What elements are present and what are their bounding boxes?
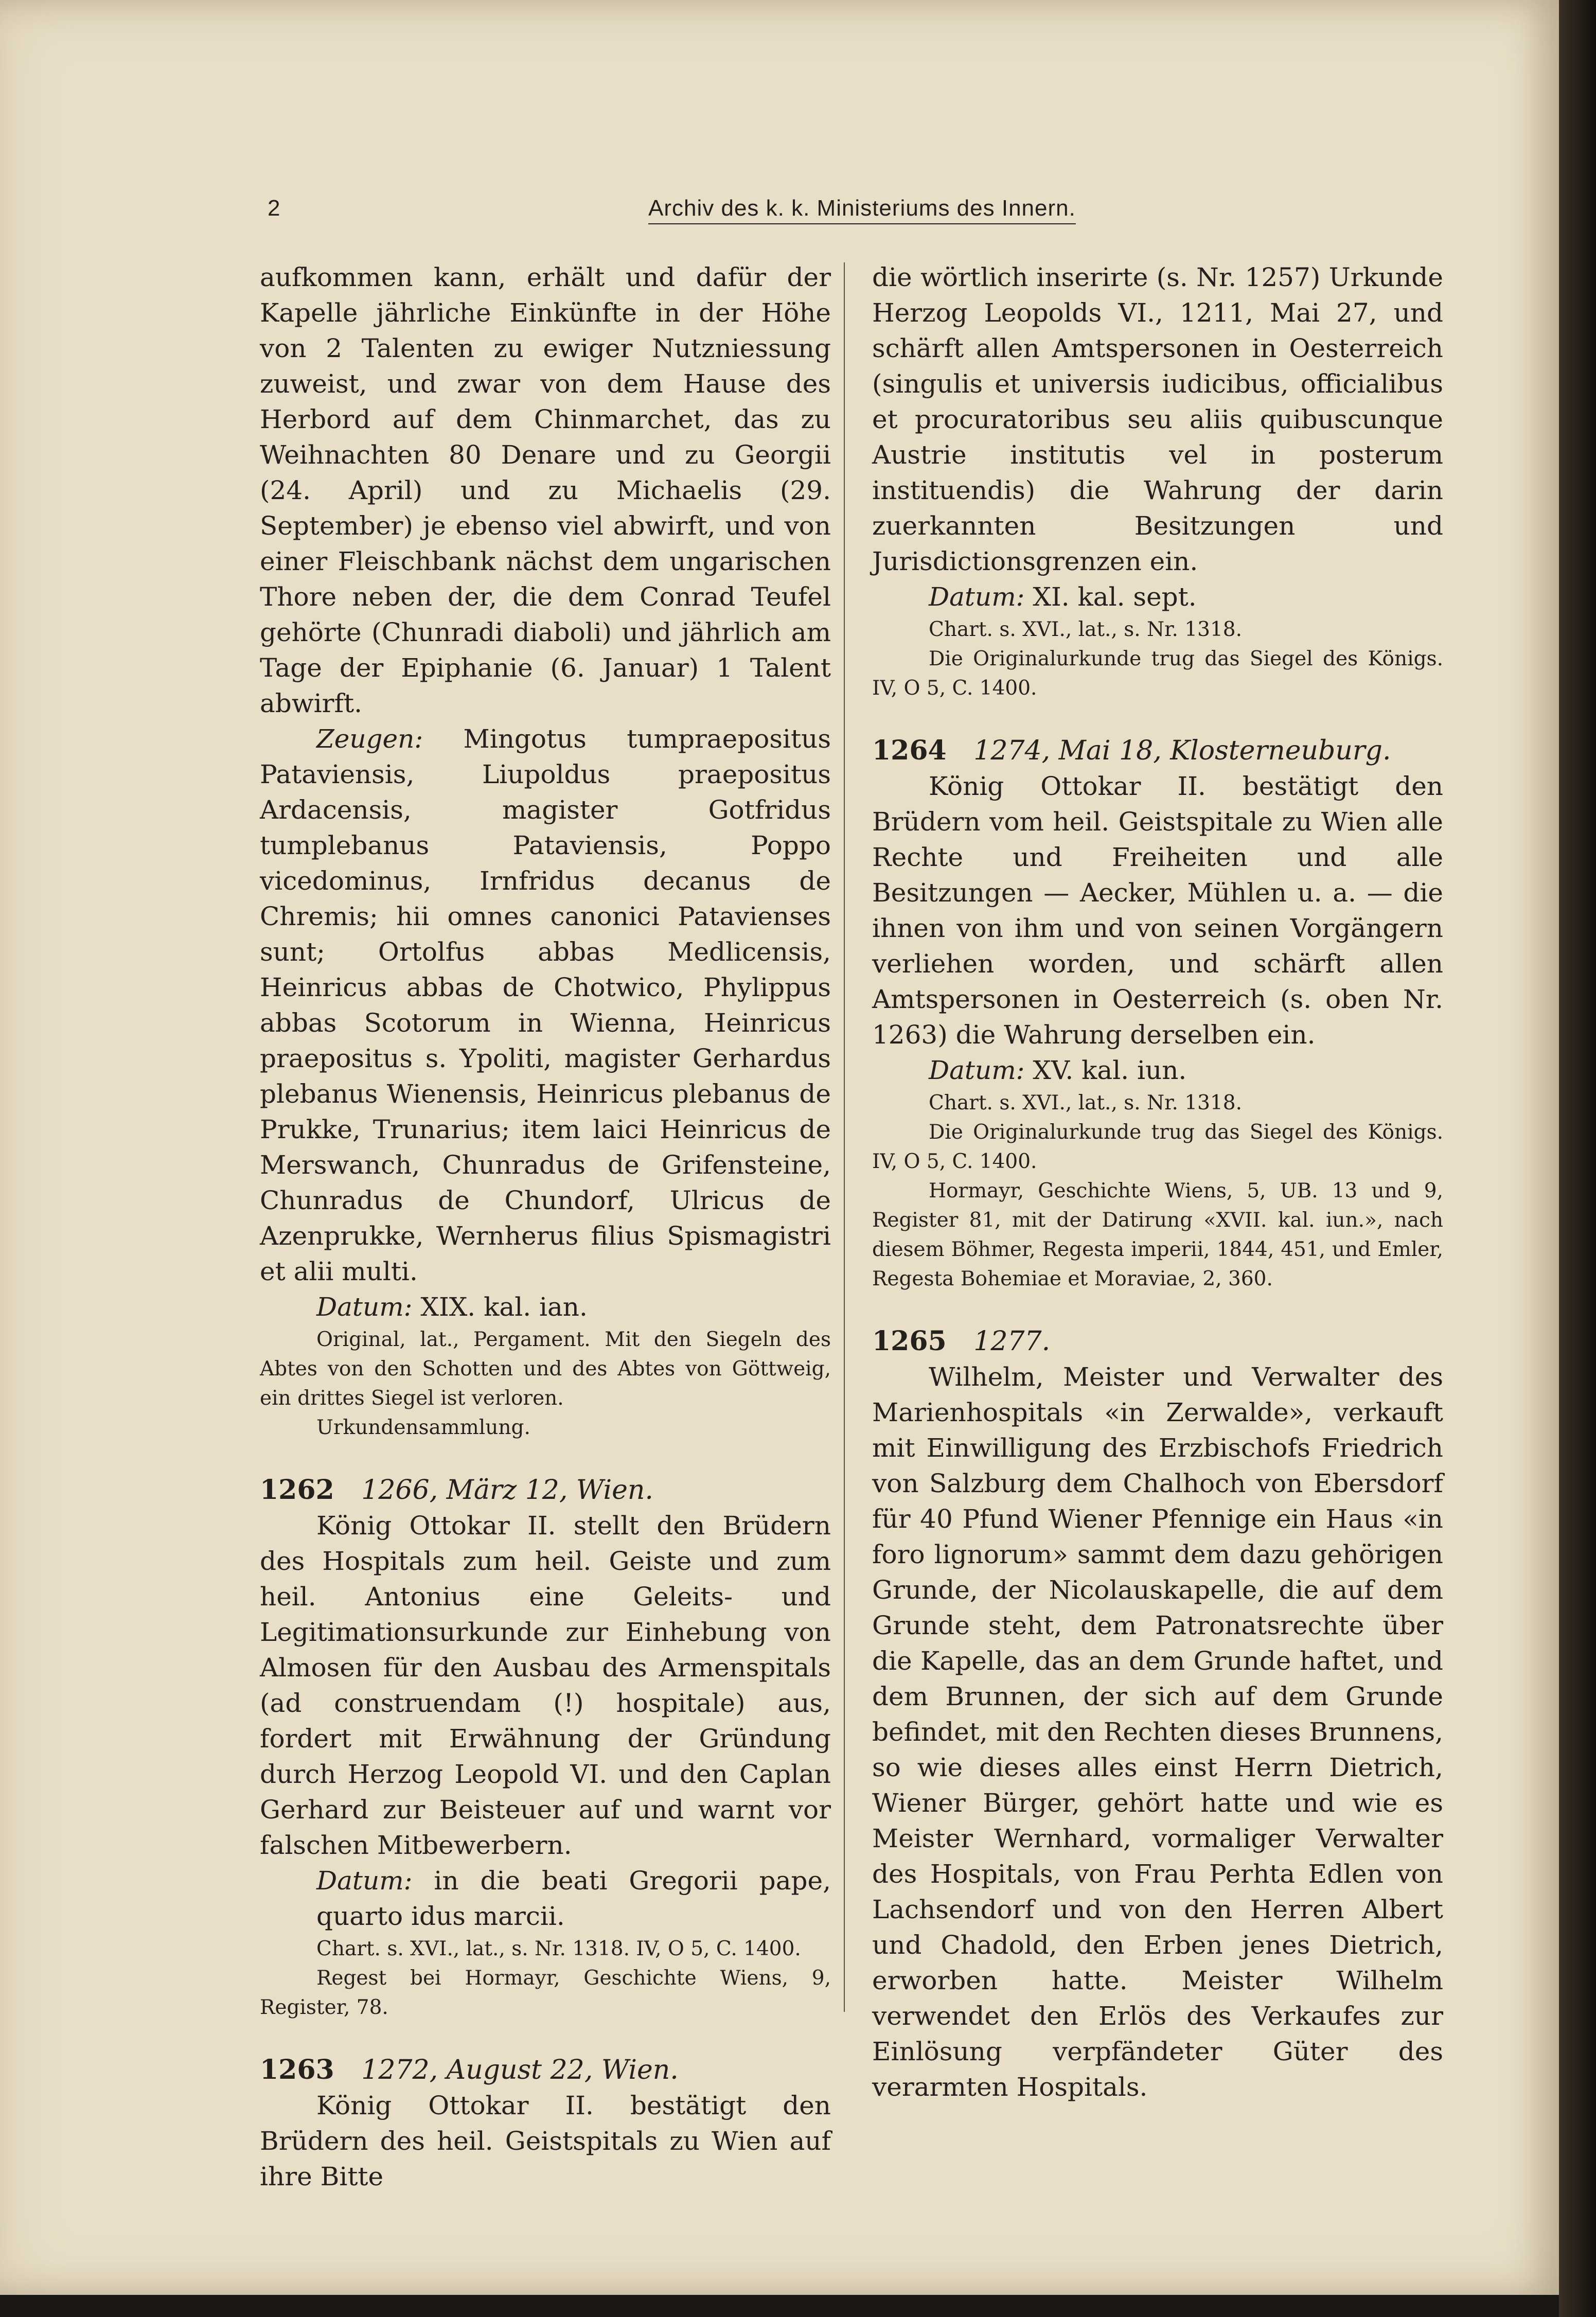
entry-number: 1263 [260, 2054, 334, 2085]
datum-text: XI. kal. sept. [1033, 582, 1197, 612]
entry-date: 1277. [973, 1326, 1051, 1357]
datum-text: XIX. kal. ian. [420, 1292, 588, 1322]
source-note: Chart. s. XVI., lat., s. Nr. 1318. [929, 1091, 1242, 1115]
entry-date: 1272, August 22, Wien. [361, 2055, 679, 2085]
datum-label: Datum: [929, 1055, 1025, 1085]
source-note: Chart. s. XVI., lat., s. Nr. 1318. [929, 618, 1242, 641]
witnesses-paragraph [260, 721, 831, 1289]
entry-1265 [872, 1323, 1443, 2105]
datum-label: Datum: [929, 582, 1025, 612]
entry-body: König Ottokar II. bestätigt den Brüdern des heil. Geistspitals zu Wien auf ihre Bitte [260, 2091, 831, 2191]
left-column [260, 260, 831, 2195]
entry-number: 1264 [872, 735, 947, 766]
datum-line [260, 1289, 831, 1325]
entry-heading [872, 1323, 1443, 1359]
entry-1262 [260, 1472, 831, 2022]
witnesses-label: Zeugen: [316, 724, 423, 754]
entry-1263 [260, 2052, 831, 2195]
entry-heading [260, 2052, 831, 2088]
source-note: Regest bei Hormayr, Geschichte Wiens, 9, Register, 78. [260, 1967, 831, 2019]
source-note: Die Originalurkunde trug das Siegel des Königs. IV, O 5, C. 1400. [872, 647, 1443, 700]
source-note: Original, lat., Pergament. Mit den Siegeln des Abtes von den Schotten und des Abtes von Göttweig, ein drittes Siegel ist verloren. [260, 1328, 831, 1410]
entry-number: 1262 [260, 1474, 334, 1506]
entry-body: König Ottokar II. bestätigt den Brüdern vom heil. Geistspitale zu Wien alle Rechte und Freiheiten und alle Besitzungen — Aecker, Mühlen u. a. — die ihnen von ihm und von seinen Vorgängern verliehen worden, und schärft allen Amtspersonen in Oesterreich (s. oben Nr. 1263) die Wahrung derselben ein. [872, 771, 1443, 1050]
source-note: Chart. s. XVI., lat., s. Nr. 1318. IV, O 5, C. 1400. [316, 1937, 801, 1960]
right-column [872, 260, 1443, 2105]
column-divider [844, 262, 845, 2012]
entry-date: 1274, Mai 18, Klosterneuburg. [973, 735, 1391, 766]
datum-text: XV. kal. iun. [1033, 1055, 1187, 1085]
entry-heading [872, 733, 1443, 769]
datum-text: in die beati Gregorii pape, quarto idus marcii. [316, 1866, 831, 1931]
witnesses-text: Mingotus tumpraepositus Pataviensis, Liupoldus praepositus Ardacensis, magister Gotfridus tumplebanus Pataviensis, Poppo vicedominus, Irnfridus decanus de Chremis; hii omnes canonici Patavienses sunt; Ortolfus abbas Medlicensis, Heinricus abbas de Chotwico, Phylippus abbas Scotorum in Wienna, Heinricus praepositus s. Ypoliti, magister Gerhardus plebanus Wienensis, Heinricus plebanus de Prukke, Trunarius; item laici Heinricus de Merswanch, Chunradus de Grifensteine, Chunradus de Chundorf, Ulricus de Azenprukke, Wernherus filius Spismagistri et alii multi. [260, 724, 831, 1286]
continuation-paragraph: aufkommen kann, erhält und dafür der Kapelle jährliche Einkünfte in der Höhe von 2 Talenten zu ewiger Nutzniessung zuweist, und zwar von dem Hause des Herbord auf dem Chinmarchet, das zu Weihnachten 80 Denare und zu Georgii (24. April) und zu Michaelis (29. September) je ebenso viel abwirft, und von einer Fleischbank nächst dem ungarischen Thore neben der, die dem Conrad Teufel gehörte (Chunradi diaboli) und jährlich am Tage der Epiphanie (6. Januar) 1 Talent abwirft. [260, 262, 831, 718]
entry-body: König Ottokar II. stellt den Brüdern des Hospitals zum heil. Geiste und zum heil. Antonius eine Geleits- und Legitimationsurkunde zur Einhebung von Almosen für den Ausbau des Armenspitals (ad construendam (!) hospitale) aus, fordert mit Erwähnung der Gründung durch Herzog Leopold VI. und den Caplan Gerhard zur Beisteuer auf und warnt vor falschen Mitbewerbern. [260, 1511, 831, 1860]
entry-1264 [872, 733, 1443, 1294]
datum-line [872, 1053, 1443, 1088]
page-number: 2 [268, 196, 281, 221]
source-note: Die Originalurkunde trug das Siegel des Königs. IV, O 5, C. 1400. [872, 1121, 1443, 1173]
book-edge [1559, 0, 1596, 2317]
entry-heading [260, 1472, 831, 1508]
running-title: Archiv des k. k. Ministeriums des Innern. [648, 196, 1076, 224]
continuation-paragraph: die wörtlich inserirte (s. Nr. 1257) Urkunde Herzog Leopolds VI., 1211, Mai 27, und schärft allen Amtspersonen in Oesterreich (singulis et universis iudicibus, officialibus et procuratoribus seu aliis quibuscunque Austrie institutis vel in posterum instituendis) die Wahrung der darin zuerkannten Besitzungen und Jurisdictionsgrenzen ein. [872, 262, 1443, 576]
datum-line [260, 1863, 831, 1934]
entry-number: 1265 [872, 1325, 947, 1357]
datum-label: Datum: [316, 1292, 413, 1322]
entry-body: Wilhelm, Meister und Verwalter des Marienhospitals «in Zerwalde», verkauft mit Einwilligung des Erzbischofs Friedrich von Salzburg dem Chalhoch von Ebersdorf für 40 Pfund Wiener Pfennige ein Haus «in foro lignorum» sammt dem dazu gehörigen Grunde, der Nicolauskapelle, die auf dem Grunde steht, dem Patronatsrechte über die Kapelle, das an dem Grunde haftet, und dem Brunnen, der sich auf dem Grunde befindet, mit den Rechten dieses Brunnens, so wie dieses alles einst Herrn Dietrich, Wiener Bürger, gehört hatte und wie es Meister Wernhard, vormaliger Verwalter des Hospitals, von Frau Perhta Edlen von Lachsendorf und von den Herren Albert und Chadold, den Erben jenes Dietrich, erworben hatte. Meister Wilhelm verwendet den Erlös des Verkaufes zur Einlösung verpfändeter Güter des verarmten Hospitals. [872, 1362, 1443, 2102]
datum-label: Datum: [316, 1866, 413, 1896]
source-note: Hormayr, Geschichte Wiens, 5, UB. 13 und 9, Register 81, mit der Datirung «XVII. kal. iun.», nach diesem Böhmer, Regesta imperii, 1844, 451, und Emler, Regesta Bohemiae et Moraviae, 2, 360. [872, 1179, 1443, 1290]
entry-date: 1266, März 12, Wien. [361, 1475, 653, 1506]
datum-line [872, 579, 1443, 615]
source-note: Urkundensammlung. [316, 1416, 530, 1439]
